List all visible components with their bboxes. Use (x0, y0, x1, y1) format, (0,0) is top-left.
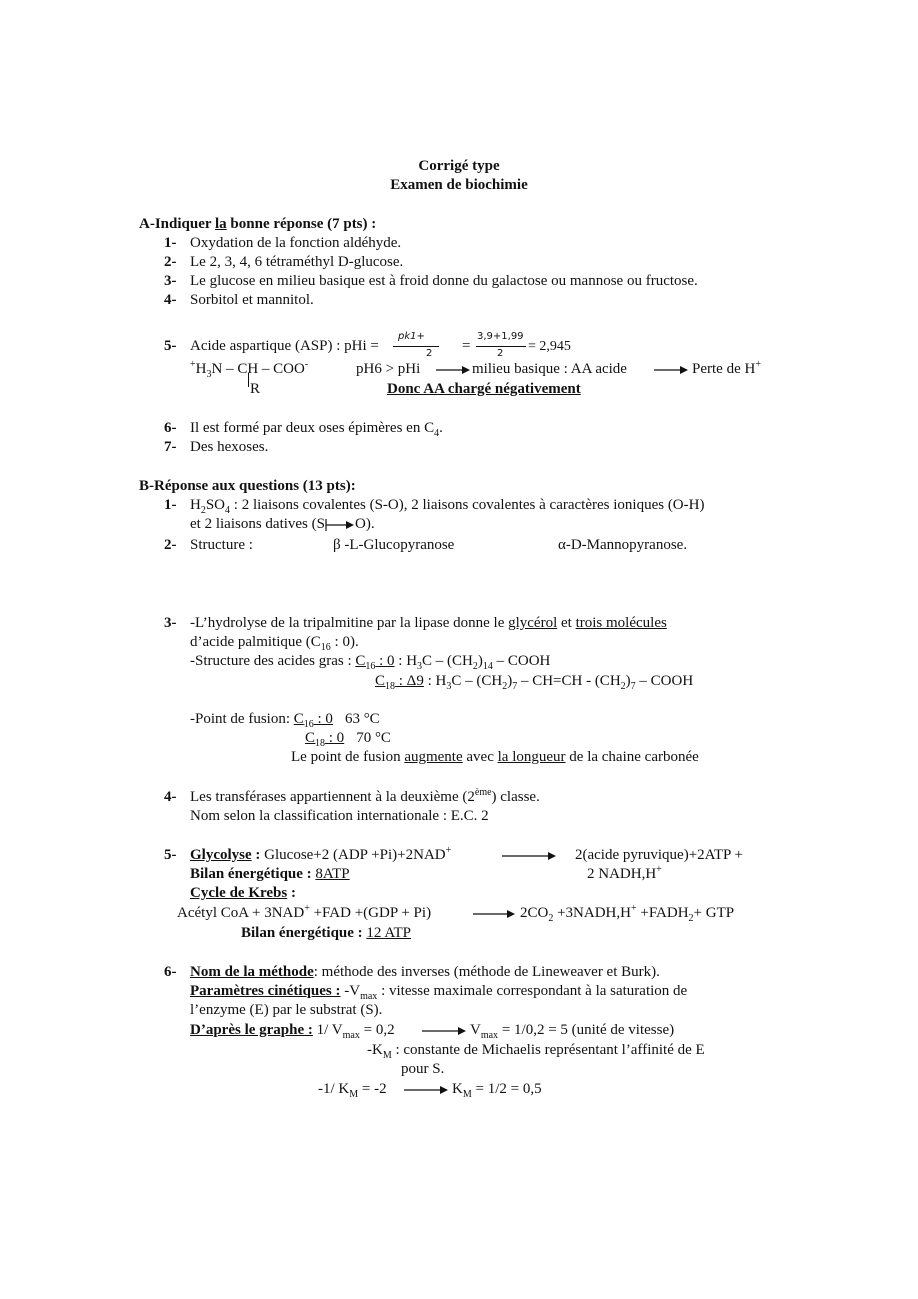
section-b-heading: B-Réponse aux questions (13 pts): (139, 478, 356, 494)
krebs-products: $2CO_2$ +3NADH,H+ $+FADH_2+$ GTP (520, 903, 735, 924)
list-item: 1- Oxydation de la fonction aldéhyde. (164, 235, 402, 251)
fraction-denominator: 2 (497, 348, 504, 359)
melting-point-c18: $C_{18}$ : 0 70 °C (305, 730, 391, 749)
ph-comparison: pH6 > pHi (356, 361, 421, 377)
arrow-right-icon (473, 908, 515, 920)
aspartate-formula: $^+H_3N$ – CH – COO- (190, 359, 309, 380)
list-item: 4- Les transférases appartiennent à la deuxième (2ème) classe. (164, 787, 540, 805)
arrow-right-icon (502, 850, 556, 862)
list-item: 3- -L’hydrolyse de la tripalmitine par la lipase donne le glycérol et trois molécules (164, 615, 667, 631)
km-result: $K_M = 1/2 = 0,5$ (452, 1081, 542, 1100)
glycolysis-energy-balance: Bilan énergétique : 8ATP (190, 866, 350, 882)
list-item: 6- Nom de la méthode: méthode des inverses (méthode de Lineweaver et Burk). (164, 964, 660, 980)
bond-line (248, 373, 249, 387)
glycolysis-products: 2(acide pyruvique)+2ATP + (575, 847, 743, 863)
fraction-bar (476, 346, 526, 347)
conclusion-text: Donc AA chargé négativement (387, 381, 581, 397)
palmitic-acid-text: d’acide palmitique ($C_{16}$ : 0). (190, 634, 359, 653)
enzyme-classification: Nom selon la classification internationale : E.C. 2 (190, 808, 489, 824)
arrow-right-icon (654, 364, 688, 376)
r-group: R (250, 381, 261, 397)
dative-bond-text: et 2 liaisons datives (S O). (190, 516, 375, 532)
fraction-bar (393, 346, 439, 347)
doc-title: Corrigé type (418, 158, 500, 174)
vmax-result: $V_{max} = 1/0,2 = 5$ (unité de vitesse) (470, 1022, 675, 1041)
list-item: 3- Le glucose en milieu basique est à froid donne du galactose ou mannose ou fructose. (164, 273, 698, 289)
km-definition-cont: pour S. (401, 1061, 445, 1077)
km-definition: $-K_M$ : constante de Michaelis représentant l’affinité de E (367, 1042, 705, 1061)
list-item: 4- Sorbitol et mannitol. (164, 292, 314, 308)
melting-point-c16: -Point de fusion: $C_{16}$ : 0 63 °C (190, 711, 380, 730)
ph-result: = 2,945 (528, 339, 571, 354)
list-item: 5- Acide aspartique (ASP) : pHi = (164, 338, 379, 354)
list-item: 7- Des hexoses. (164, 439, 269, 455)
list-item: 2- Le 2, 3, 4, 6 tétraméthyl D-glucose. (164, 254, 404, 270)
equals-sign: = (462, 338, 471, 354)
fraction-numerator: 3,9+1,99 (477, 331, 524, 342)
list-item: 2- Structure : (164, 537, 253, 553)
krebs-reactants: Acétyl CoA + 3NAD+ +FAD +(GDP + Pi) (177, 903, 432, 921)
km-equation: -1/ $K_M = -2$ (318, 1081, 387, 1100)
fraction-denominator: 2 (426, 348, 433, 359)
krebs-cycle-heading: Cycle de Krebs : (190, 885, 296, 901)
fraction-numerator: pk1+ (398, 331, 425, 342)
melting-point-conclusion: Le point de fusion augmente avec la longueur de la chaine carbonée (291, 749, 699, 765)
proton-loss-text: Perte de H+ (692, 359, 761, 377)
section-a-heading: A-Indiquer la bonne réponse (7 pts) : (139, 216, 377, 232)
basic-medium-text: milieu basique : AA acide (472, 361, 627, 377)
kinetic-parameters: Paramètres cinétiques : $-V_{max}$ : vitesse maximale correspondant à la saturation de (190, 983, 688, 1002)
krebs-energy-balance: Bilan énergétique : 12 ATP (241, 925, 412, 941)
kinetic-parameters-cont: l’enzyme (E) par le substrat (S). (190, 1002, 383, 1018)
graph-reading: D’après le graphe : 1/ $V_{max} = 0,2$ (190, 1022, 395, 1041)
beta-glucopyranose: β -L-Glucopyranose (333, 537, 455, 553)
doc-subtitle: Examen de biochimie (390, 177, 528, 193)
fatty-acid-structure-c18: $C_{18}$ : Δ9 : $H_3C - (CH_2)_7 - CH=CH - (CH_2)_7$ – COOH (375, 673, 694, 692)
alpha-mannopyranose: α-D-Mannopyranose. (558, 537, 688, 553)
glycolysis-nadh: 2 NADH,H+ (587, 864, 662, 882)
fatty-acid-structure-c16: -Structure des acides gras : $C_{16}$ : 0 : $H_3C - (CH_2)_{14}$ – COOH (190, 653, 551, 672)
list-item: 6- Il est formé par deux oses épimères en $C_4$. (164, 420, 443, 439)
arrow-right-icon (422, 1025, 466, 1037)
arrow-right-icon (404, 1084, 448, 1096)
dative-arrow-icon (325, 519, 355, 531)
list-item: 1- $H_2SO_4$ : 2 liaisons covalentes (S-O), 2 liaisons covalentes à caractères ioniques (O-H) (164, 497, 705, 516)
list-item: 5- Glycolyse : Glucose+2 (ADP +Pi)+2NAD+ (164, 845, 452, 863)
arrow-right-icon (436, 364, 470, 376)
